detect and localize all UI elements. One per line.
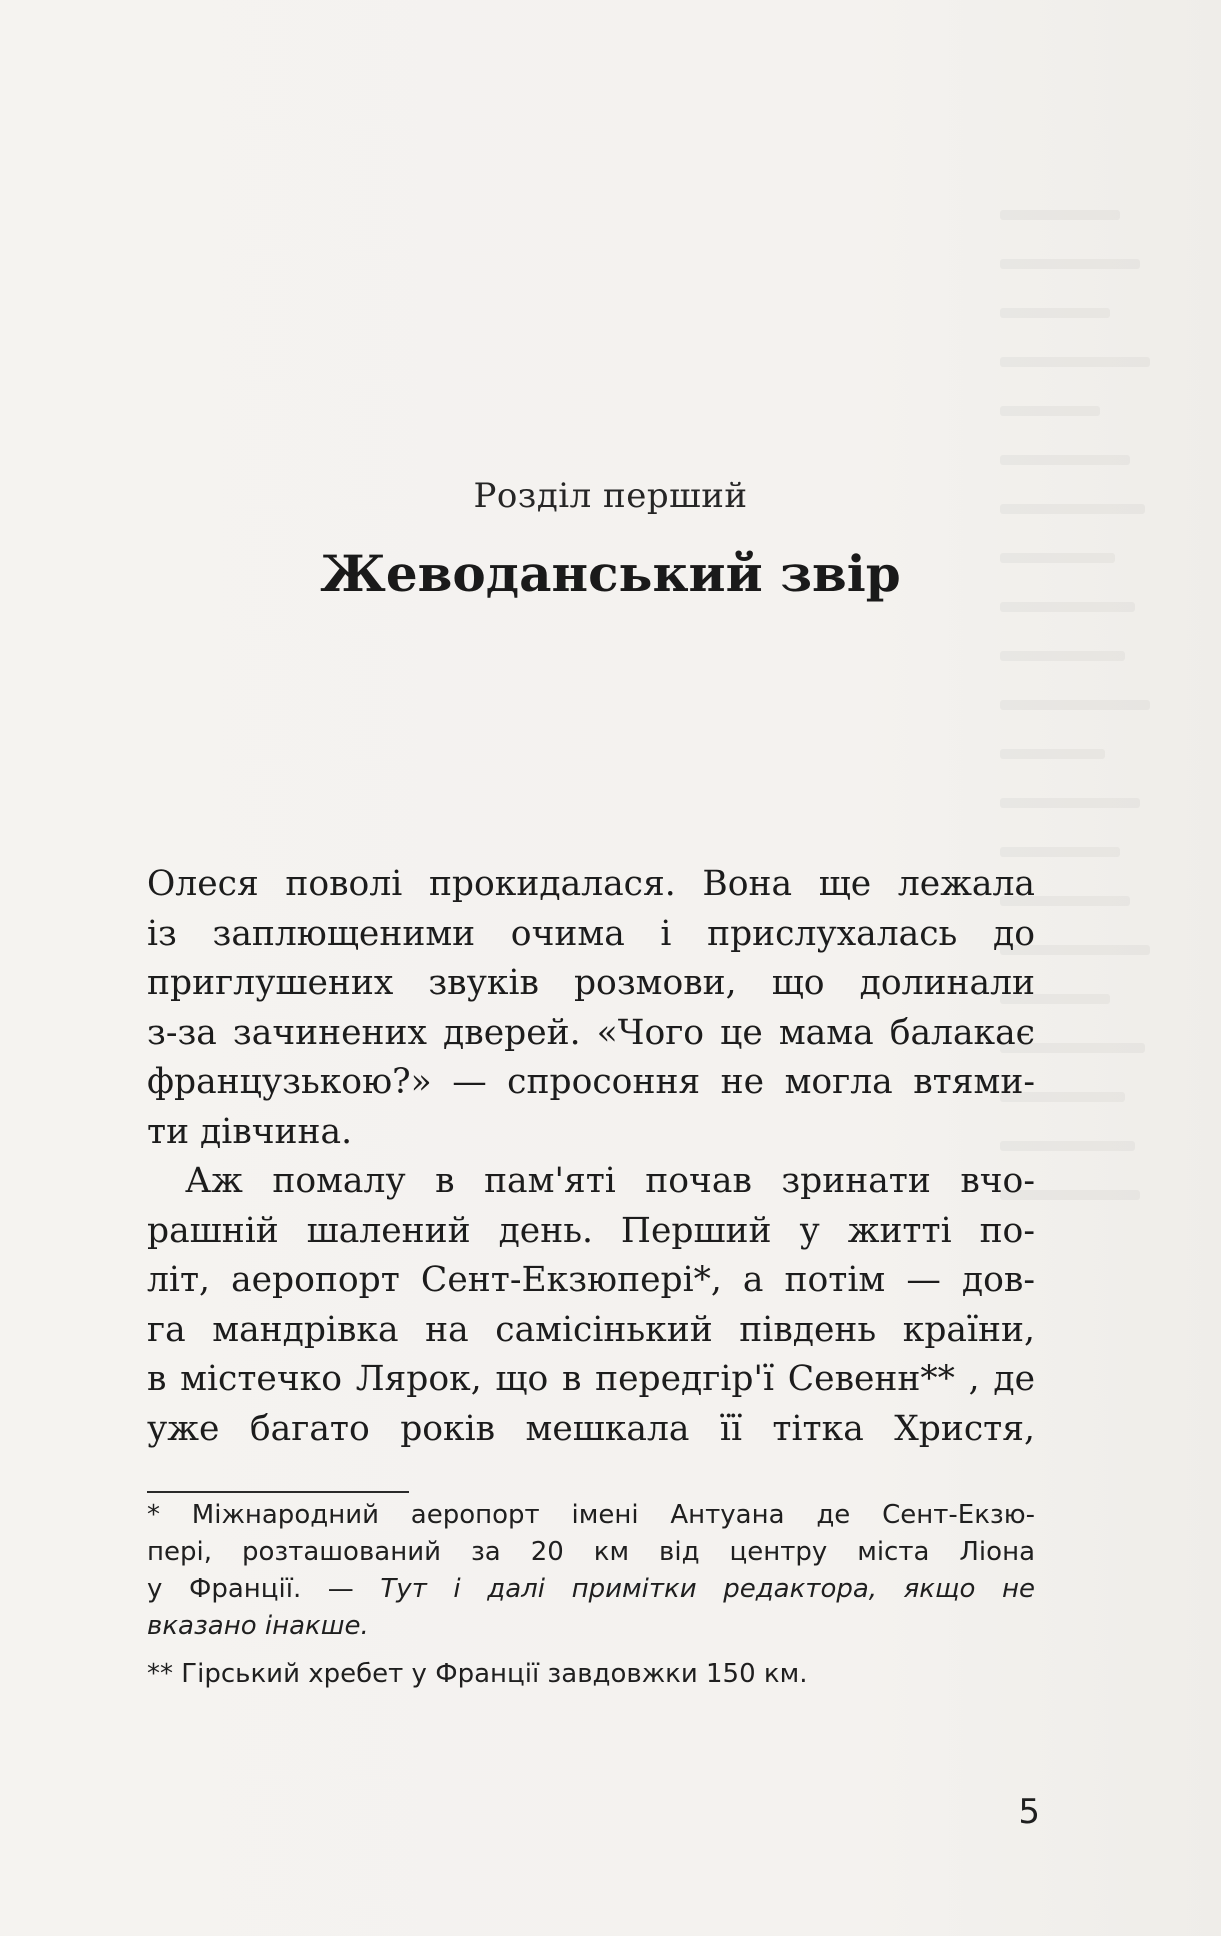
text-line: з-за зачинених дверей. «Чого це мама балакає: [147, 1012, 1035, 1053]
text-line: Аж помалу в пам'яті почав зринати вчо-: [185, 1161, 1035, 1201]
text-line: в містечко Лярок, що в передгір'ї Севенн** , де: [147, 1359, 1035, 1399]
footnote-1: [147, 1497, 1035, 1645]
text-line: га мандрівка на самісінький південь країни,: [147, 1309, 1035, 1350]
body-text: [147, 860, 1035, 1454]
text-line: уже багато років мешкала її тітка Христя,: [147, 1408, 1035, 1449]
footnote-line: * Міжнародний аеропорт імені Антуана де Сент-Екзю-: [147, 1500, 1035, 1530]
chapter-label: Розділ перший: [473, 476, 748, 516]
text-line: приглушених звуків розмови, що долинали: [147, 963, 1035, 1003]
text-line: Олеся поволі прокидалася. Вона ще лежала: [147, 864, 1035, 904]
chapter-title: Жеводанський звір: [320, 544, 901, 603]
paragraph-2: [147, 1157, 1035, 1454]
footnote-line: ** Гірський хребет у Франції завдовжки 150 км.: [147, 1659, 808, 1689]
editor-note-italic: Тут і далі примітки редактора, якщо не: [380, 1574, 1035, 1604]
paragraph-1: [147, 860, 1035, 1157]
text-line: рашній шалений день. Перший у житті по-: [147, 1210, 1035, 1251]
text-line: ти дівчина.: [147, 1111, 353, 1152]
footnote-2: [147, 1656, 1035, 1693]
footnotes: [147, 1497, 1035, 1704]
footnote-text: у Франції. —: [147, 1574, 381, 1604]
footnote-line: [147, 1608, 1035, 1645]
footnote-line: пері, розташований за 20 км від центру міста Ліона: [147, 1537, 1035, 1567]
footnote-divider: [147, 1491, 409, 1493]
footnote-line: [147, 1571, 1035, 1608]
text-line: французькою?» — спросоння не могла втями-: [147, 1062, 1035, 1102]
page-number: 5: [1018, 1792, 1040, 1832]
text-line: із заплющеними очима і прислухалась до: [147, 913, 1035, 954]
editor-note-italic: вказано інакше.: [147, 1611, 369, 1641]
text-line: літ, аеропорт Сент-Екзюпері*, а потім — дов-: [147, 1260, 1035, 1300]
